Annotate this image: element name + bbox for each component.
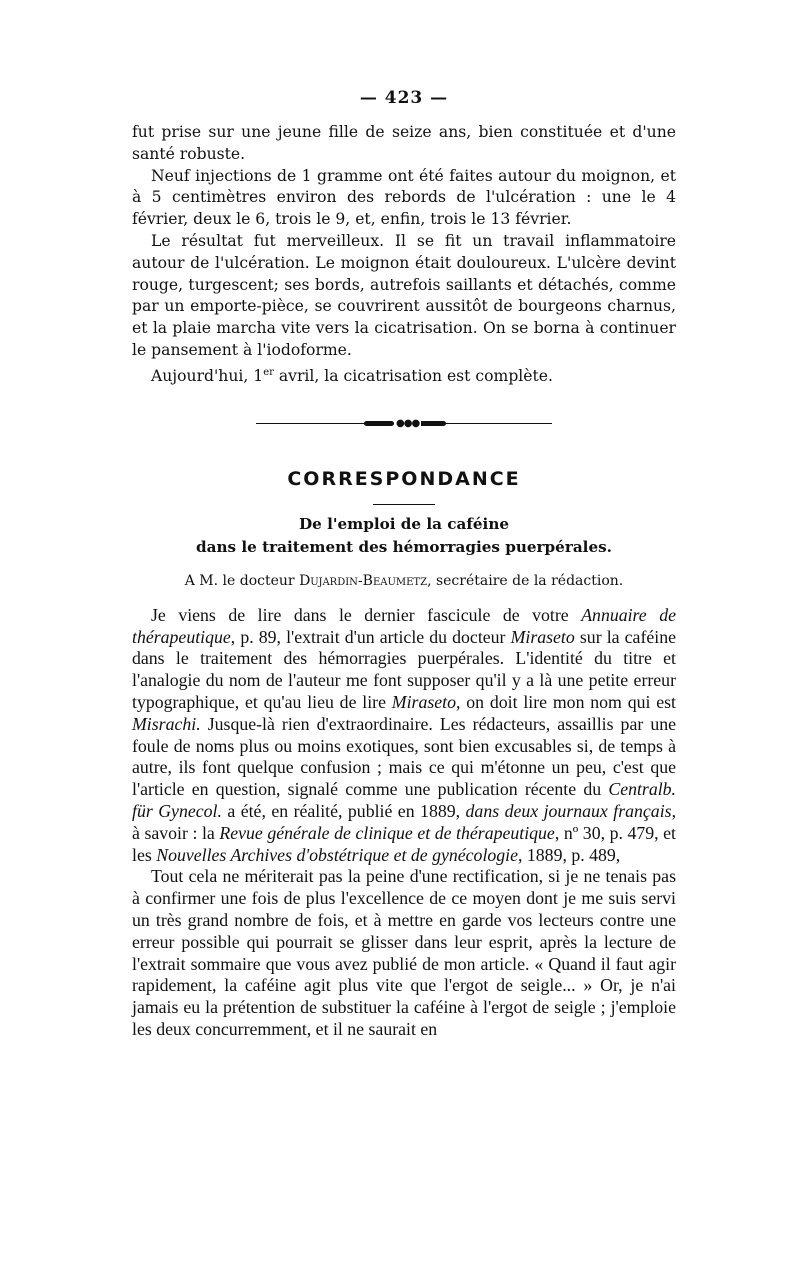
letter-body xyxy=(132,605,676,1041)
italic-run: Miraseto, xyxy=(391,691,461,712)
heading-divider xyxy=(373,504,435,505)
paragraph xyxy=(132,362,676,388)
article-title xyxy=(132,513,676,559)
address-suffix: , secrétaire de la rédaction. xyxy=(427,572,624,589)
paragraph: Neuf injections de 1 gramme ont été faites autour du moignon, et à 5 centimètres environ des rebords de l'ulcération : une le 4 février, deux le 6, trois le 9, et, enfin, trois le 13 février. xyxy=(132,166,676,229)
paragraph: fut prise sur une jeune fille de seize ans, bien constituée et d'une santé robuste. xyxy=(132,123,676,163)
page xyxy=(132,88,676,1041)
text-run: , nº 30, p. 479, et les xyxy=(132,822,676,865)
section-heading: CORRESPONDANCE xyxy=(287,467,521,490)
ornamental-rule xyxy=(256,418,552,430)
paragraph: Tout cela ne mériterait pas la peine d'une rectification, si je ne tenais pas à confirmer une fois de plus l'excellence de ce moyen dont je me suis servi un très grand nombre de fois, et à mettre en garde vos lecteurs contre une erreur possible qui pourrait se glisser dans leur esprit, après la lecture de l'extrait sommaire que vous avez publié de mon article. « Quand il faut agir rapidement, la caféine agit plus vite que l'ergot de seigle... » Or, je n'ai jamais eu la prétention de substituer la caféine à l'ergot de seigle ; j'emploie les deux concurremment, et il ne saurait en xyxy=(132,866,676,1039)
italic-run: Centralb. für Gynecol. xyxy=(132,779,676,821)
text-run: sur la caféine dans le traitement des hémorragies puerpérales. L'identité du titre et l'analogie du nom de l'auteur me font supposer qu'il y a là une petite erreur typographique, et qu'au lieu de lire xyxy=(132,626,676,712)
italic-run: Misrachi. xyxy=(132,713,201,734)
text-run: on doit lire mon nom qui est xyxy=(460,691,676,712)
article-title-line: De l'emploi de la caféine xyxy=(298,514,510,533)
italic-run: Nouvelles Archives d'obstétrique et de gynécologie xyxy=(156,844,518,865)
address-prefix: A M. le docteur xyxy=(184,572,300,589)
italic-run: Miraseto xyxy=(510,626,575,647)
text-run: , à savoir : la xyxy=(132,800,677,843)
address-line xyxy=(132,573,676,589)
page-number: — 423 — xyxy=(359,88,449,108)
rule-ornament-icon: ●●● xyxy=(396,417,420,429)
paragraph: Le résultat fut merveilleux. Il se fit un travail inflammatoire autour de l'ulcération. Le moignon était douloureux. L'ulcère devint rouge, turgescent; ses bords, autrefois saillants et détachés, comme par un emporte-pièce, se couvrirent aussitôt de bourgeons charnus, et la plaie marcha vite vers la cicatrisation. On se borna à continuer le pansement à l'iodoforme. xyxy=(132,231,676,359)
italic-run: dans deux journaux français xyxy=(465,800,672,821)
text-run: Je viens de lire dans le dernier fascicule de votre xyxy=(151,604,582,625)
paragraph xyxy=(132,605,676,867)
text-run: a été, en réalité, publié en 1889, xyxy=(221,800,466,821)
address-name: Dujardin-Beaumetz xyxy=(299,572,428,589)
italic-run: Annuaire de thérapeutique xyxy=(132,604,676,647)
rule-thick-left xyxy=(364,421,394,426)
section-case-report xyxy=(132,122,676,388)
superscript: er xyxy=(263,366,274,378)
italic-run: Revue générale de clinique et de thérapeutique xyxy=(219,822,555,843)
text-run: Jusque-là rien d'extraordinaire. Les rédacteurs, assaillis par une foule de noms plus ou moins exotiques, sont bien excusables si, de temps à autre, ils font quelque confusion ; mais ce qui m'étonne un peu, c'est que l'article en question, signalé comme une publication récente du xyxy=(132,713,676,800)
article-title-line: dans le traitement des hémorragies puerpérales. xyxy=(196,537,612,556)
text-run: avril, la cicatrisation est complète. xyxy=(273,366,553,385)
text-run: Aujourd'hui, 1 xyxy=(151,366,264,385)
text-run: , 1889, p. 489, xyxy=(518,844,621,865)
text-run: , p. 89, l'extrait d'un article du docteur xyxy=(230,626,511,647)
